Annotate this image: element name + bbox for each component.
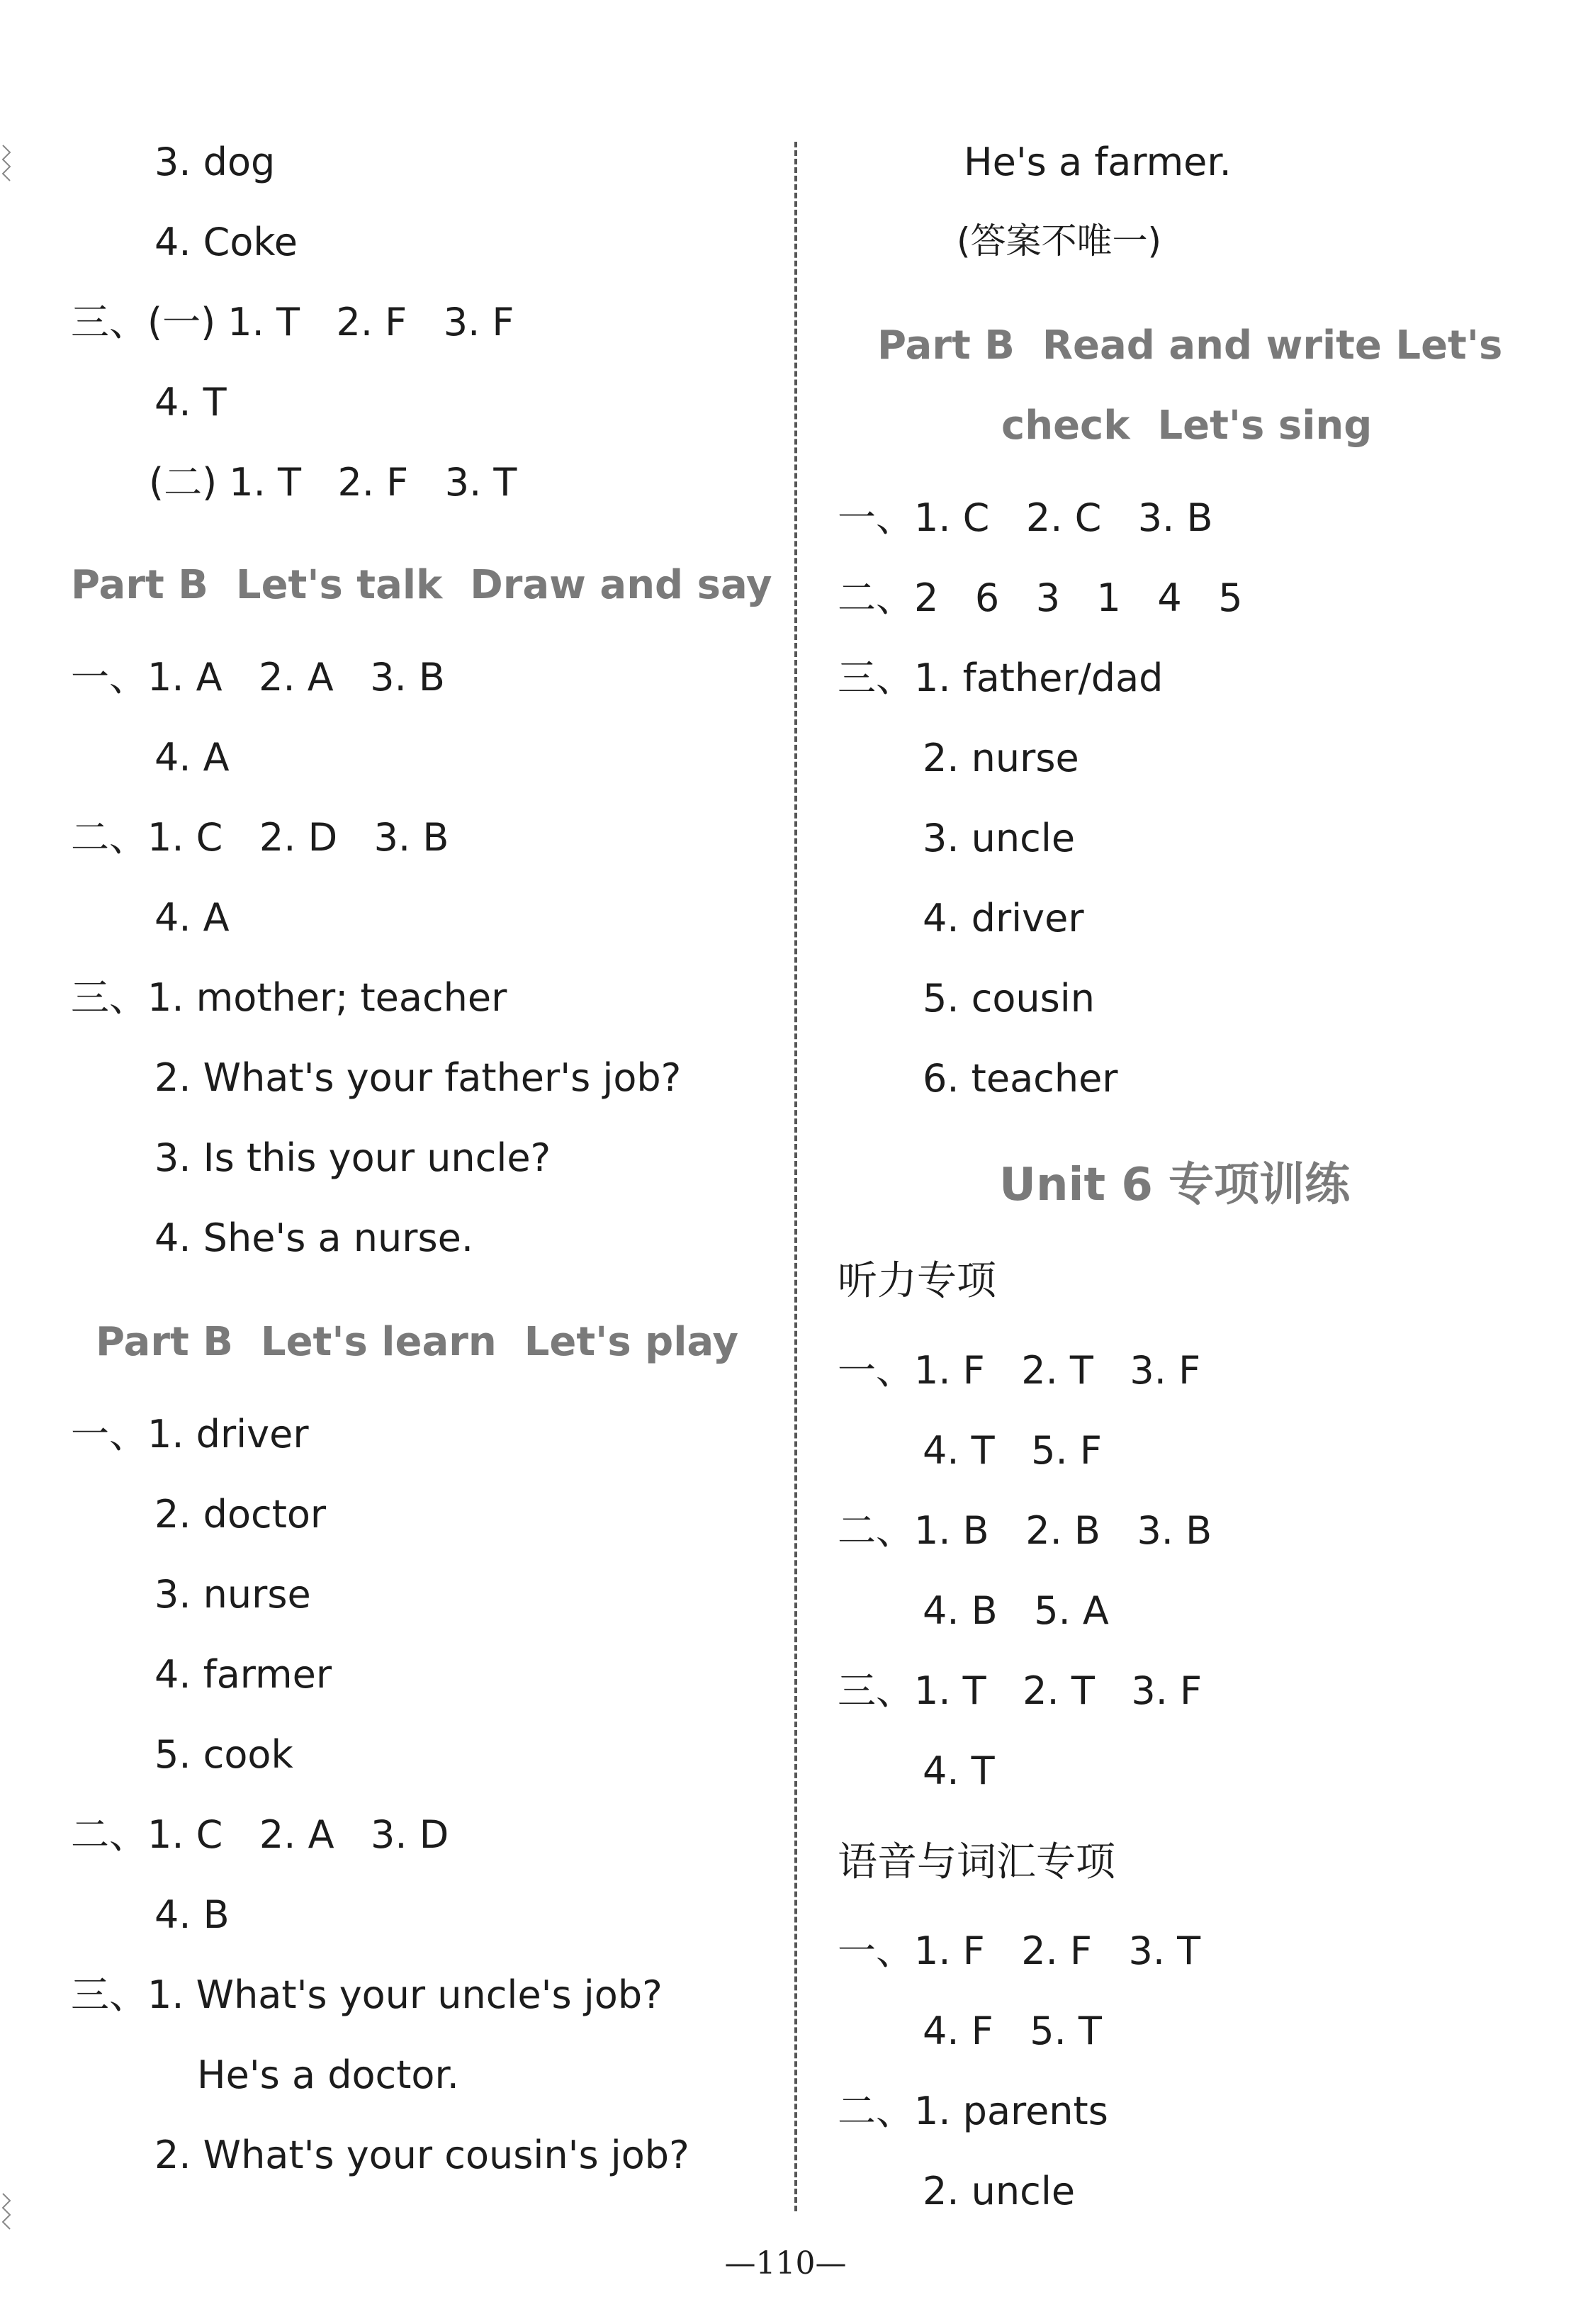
answer-line: 一、1. F 2. F 3. T [838, 1929, 1201, 1973]
answer-line: 4. T [154, 380, 227, 425]
answer-line: 三、(一) 1. T 2. F 3. F [71, 300, 514, 344]
answer-line: 4. farmer [154, 1652, 332, 1697]
answer-line: 4. A [154, 895, 230, 940]
answer-line: 2. What's your cousin's job? [154, 2133, 689, 2177]
answer-line: 4. B [154, 1892, 230, 1937]
answer-line: 5. cousin [923, 976, 1095, 1021]
answer-line: 6. teacher [923, 1056, 1118, 1101]
answer-line: 3. nurse [154, 1572, 311, 1617]
binding-mark-icon [0, 2190, 16, 2233]
answer-line: 4. F 5. T [923, 2009, 1102, 2053]
answer-line: 一、1. driver [71, 1412, 309, 1456]
answer-line: 2. nurse [923, 736, 1079, 780]
answer-line: 4. A [154, 735, 230, 780]
answer-line: 二、1. B 2. B 3. B [838, 1508, 1212, 1553]
answer-line: 4. B 5. A [923, 1588, 1109, 1633]
answer-line: 2. uncle [923, 2169, 1076, 2213]
page-number: —110— [724, 2245, 847, 2281]
answer-line: He's a farmer. [964, 140, 1232, 184]
answer-line: 4. T [923, 1748, 995, 1793]
answer-line: 4. driver [923, 896, 1084, 941]
section-heading: Part B Read and write Let's [877, 322, 1503, 369]
section-heading: check Let's sing [1001, 403, 1373, 449]
answer-line: He's a doctor. [197, 2053, 459, 2097]
answer-line: 4. Coke [154, 220, 298, 264]
section-heading: Part B Let's learn Let's play [96, 1319, 738, 1365]
binding-mark-icon [0, 142, 16, 184]
answer-line: 5. cook [154, 1732, 293, 1777]
answer-line: 二、2 6 3 1 4 5 [838, 576, 1243, 620]
column-divider [794, 142, 797, 2211]
subsection-title: 听力专项 [838, 1258, 996, 1304]
section-heading: Part B Let's talk Draw and say [71, 562, 772, 608]
answer-line: 三、1. father/dad [838, 656, 1164, 700]
answer-line: 二、1. parents [838, 2089, 1108, 2133]
answer-line: 三、1. T 2. T 3. F [838, 1668, 1203, 1713]
answer-line: 4. She's a nurse. [154, 1216, 473, 1260]
subsection-title: 语音与词汇专项 [838, 1839, 1115, 1885]
answer-line: 3. Is this your uncle? [154, 1135, 551, 1180]
answer-line: 一、1. C 2. C 3. B [838, 495, 1213, 540]
answer-line: (二) 1. T 2. F 3. T [149, 460, 517, 505]
answer-line: 2. What's your father's job? [154, 1055, 682, 1100]
answer-line: 2. doctor [154, 1492, 327, 1537]
answer-line: 一、1. F 2. T 3. F [838, 1348, 1201, 1393]
answer-line: 二、1. C 2. D 3. B [71, 815, 449, 860]
answer-line: 三、1. What's your uncle's job? [71, 1972, 663, 2017]
answer-line: 三、1. mother; teacher [71, 975, 507, 1020]
unit-title: Unit 6 专项训练 [999, 1159, 1351, 1211]
answer-line: 3. uncle [923, 816, 1076, 860]
answer-line: 二、1. C 2. A 3. D [71, 1812, 449, 1857]
answer-note: (答案不唯一) [957, 220, 1162, 262]
answer-line: 4. T 5. F [923, 1428, 1102, 1473]
answer-line: 一、1. A 2. A 3. B [71, 655, 445, 700]
answer-line: 3. dog [154, 140, 276, 184]
